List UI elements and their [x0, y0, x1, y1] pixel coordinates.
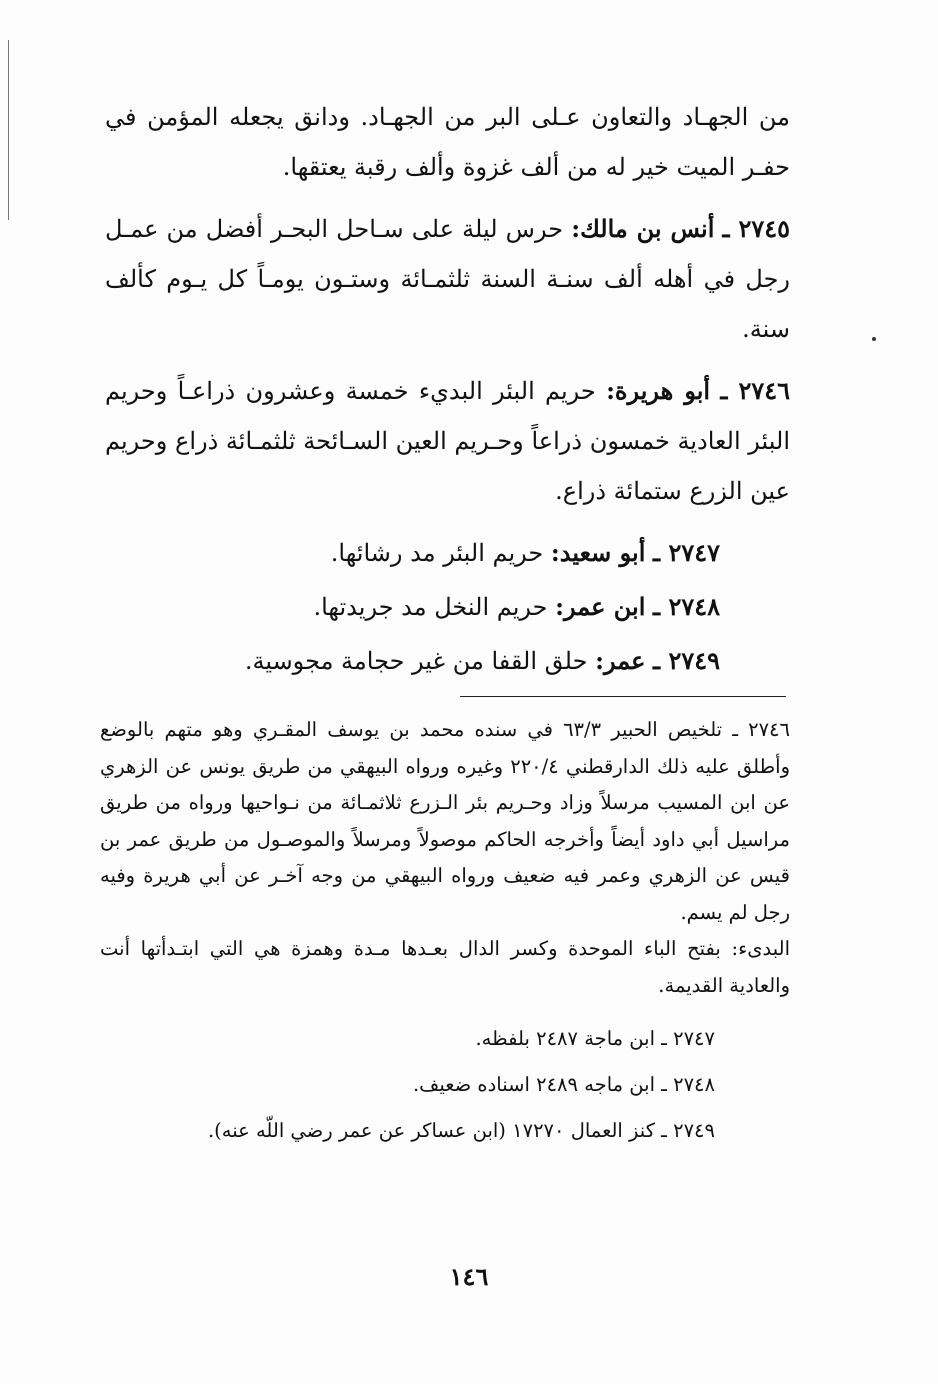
continuation-paragraph: من الجهـاد والتعاون عـلى البر من الجهـاد. ودانق يجعله المؤمن في حفـر الميت خير له من ألف غزوة وألف رقبة يعتقها. [105, 103, 790, 181]
footnotes [100, 712, 790, 1154]
entry-2747 [105, 528, 790, 578]
entry-number: ٢٧٤٧ ـ [653, 538, 720, 567]
footnote-2748: ٢٧٤٨ ـ ابن ماجه ٢٤٨٩ اسناده ضعيف. [412, 1073, 715, 1096]
entry-text: حرس ليلة على سـاحل البحـر أفضل من عمـل رجل في أهله ألف سنـة السنة ثلثمـائة وستـون يومـاً كل يـوم كألف سنة. [105, 215, 790, 343]
footnote-2746: ٢٧٤٦ ـ تلخيص الحبير ٦٣/٣ في سنده محمد بن يوسف المقـري وهو متهم بالوضع وأطلق عليه ذلك الدارقطني ٢٢٠/٤ وغيره ورواه البيهقي من طريق يونس عن الزهري عن ابن المسيب مرسلاً وزاد وحـريم بئر الـزرع ثلاثمـائة من نـواحيها ورواه من طريق مراسيل أبي داود أيضاً وأخرجه الحاكم موصولاً ومرسلاً والموصـول من طريق عمر بن قيس عن الزهري وعمر فيه ضعيف ورواه البيهقي من وجه آخـر عن أبي هريرة وفيه رجل لم يسم. [100, 718, 790, 924]
entry-number: ٢٧٤٥ ـ [722, 214, 790, 243]
entry-number: ٢٧٤٩ ـ [653, 646, 720, 675]
entry-narrator: أنس بن مالك: [571, 214, 715, 243]
entry-2746 [105, 366, 790, 516]
entry-number: ٢٧٤٦ ـ [720, 376, 791, 405]
scan-edge-line [8, 40, 9, 220]
entry-narrator: ابن عمر: [555, 592, 646, 621]
page-number: ١٤٦ [449, 1262, 489, 1291]
footnote-separator [460, 696, 786, 697]
entry-text: حريم البئر مد رشائها. [330, 539, 544, 567]
footnote-2747: ٢٧٤٧ ـ ابن ماجة ٢٤٨٧ بلفظه. [475, 1027, 715, 1050]
entry-narrator: أبو سعيد: [550, 538, 646, 567]
entry-number: ٢٧٤٨ ـ [653, 592, 720, 621]
entry-narrator: أبو هريرة: [606, 376, 711, 405]
stray-dot [872, 337, 876, 341]
entry-text: حلق القفا من غير حجامة مجوسية. [244, 647, 588, 675]
entry-2749 [105, 636, 790, 686]
entry-2745 [105, 204, 790, 354]
entry-text: حريم النخل مد جريدتها. [313, 593, 548, 621]
entry-2748 [105, 582, 790, 632]
footnote-badi: البدىء: بفتح الباء الموحدة وكسر الدال بعـدها مـدة وهمزة هي التي ابتـدأتها أنت والعادية القديمة. [100, 937, 790, 997]
footnote-2749: ٢٧٤٩ ـ كنز العمال ١٧٢٧٠ (ابن عساكر عن عمر رضي اللّه عنه). [207, 1119, 715, 1142]
main-text [105, 92, 790, 690]
entry-narrator: عمر: [595, 646, 646, 675]
entry-text: حريم البئر البديء خمسة وعشرون ذراعـاً وحريم البئر العادية خمسون ذراعاً وحـريم العين السـائحة ثلثمـائة ذراع وحريم عين الزرع ستمائة ذراع. [105, 377, 790, 505]
